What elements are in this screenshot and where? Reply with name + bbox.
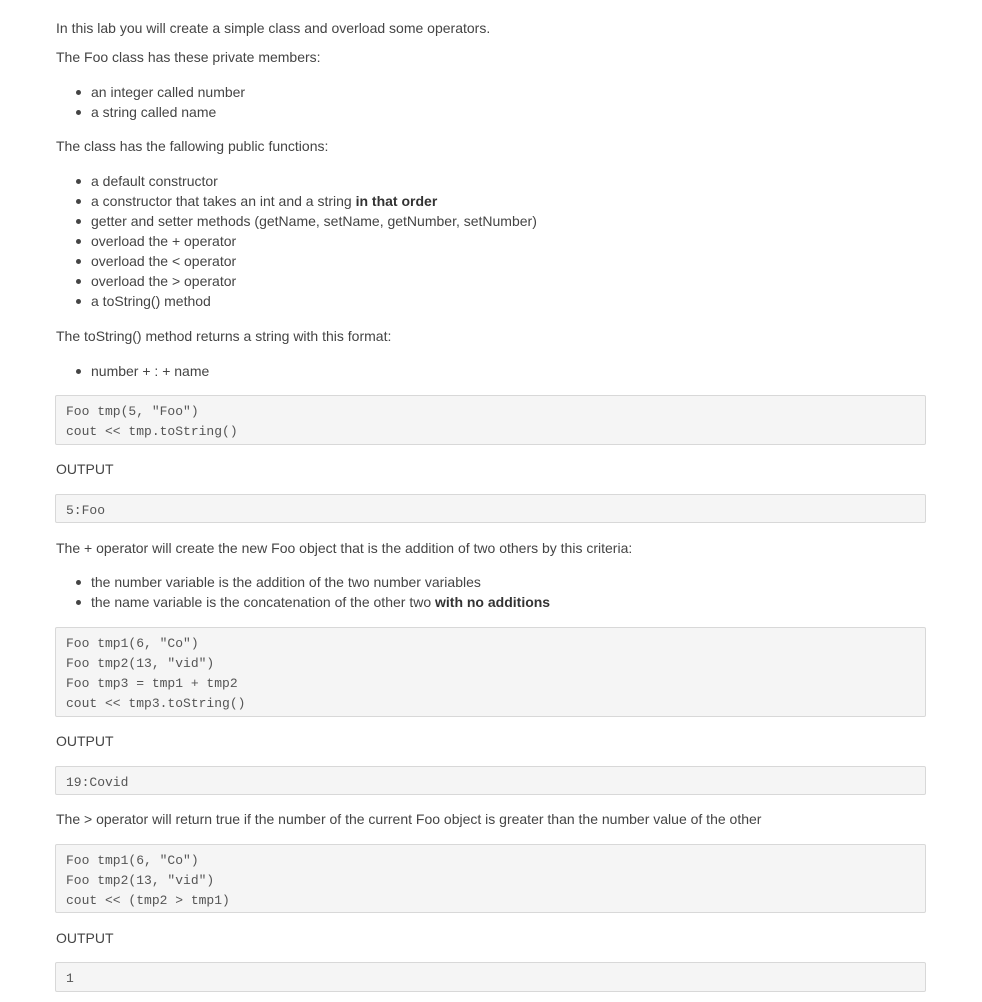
list-item-emphasis: in that order [355, 193, 438, 209]
list-item-text: getter and setter methods (getName, setName, getNumber, setNumber) [91, 213, 537, 229]
functions-heading: The class has the fallowing public functions: [56, 138, 329, 154]
code-block-tostring: Foo tmp(5, "Foo") cout << tmp.toString() [55, 395, 926, 445]
list-item-text: overload the + operator [91, 233, 237, 249]
list-item [56, 572, 550, 592]
output-block-plus: 19:Covid [55, 766, 926, 795]
list-item [56, 251, 537, 271]
output-label: OUTPUT [56, 930, 114, 946]
list-item [56, 231, 537, 251]
list-item [56, 271, 537, 291]
plus-criteria-list [56, 572, 550, 612]
list-item: an integer called number [56, 82, 245, 102]
list-item: a string called name [56, 102, 245, 122]
members-heading: The Foo class has these private members: [56, 49, 321, 65]
tostring-heading: The toString() method returns a string with this format: [56, 328, 392, 344]
list-item-text: the number variable is the addition of the two number variables [91, 574, 481, 590]
list-item [56, 592, 550, 612]
list-item-text: a default constructor [91, 173, 218, 189]
output-block-tostring: 5:Foo [55, 494, 926, 523]
tostring-format-list [56, 361, 209, 381]
code-block-plus: Foo tmp1(6, "Co") Foo tmp2(13, "vid") Foo tmp3 = tmp1 + tmp2 cout << tmp3.toString() [55, 627, 926, 717]
output-label: OUTPUT [56, 733, 114, 749]
code-block-gt: Foo tmp1(6, "Co") Foo tmp2(13, "vid") cout << (tmp2 > tmp1) [55, 844, 926, 913]
list-item [56, 291, 537, 311]
list-item [56, 191, 537, 211]
functions-list [56, 171, 537, 311]
output-block-gt: 1 [55, 962, 926, 992]
list-item-text: a toString() method [91, 293, 211, 309]
list-item-text: the name variable is the concatenation of the other two [91, 594, 435, 610]
output-label: OUTPUT [56, 461, 114, 477]
list-item-text: overload the < operator [91, 253, 237, 269]
intro-text: In this lab you will create a simple class and overload some operators. [56, 20, 491, 36]
list-item-text: overload the > operator [91, 273, 237, 289]
list-item-emphasis: with no additions [435, 594, 551, 610]
list-item [56, 211, 537, 231]
gt-heading: The > operator will return true if the number of the current Foo object is greater than the number value of the other [56, 811, 762, 827]
plus-heading: The + operator will create the new Foo object that is the addition of two others by this criteria: [56, 540, 633, 556]
list-item-text: a constructor that takes an int and a string [91, 193, 356, 209]
list-item [56, 171, 537, 191]
list-item: number + : + name [56, 361, 209, 381]
members-list [56, 82, 245, 122]
